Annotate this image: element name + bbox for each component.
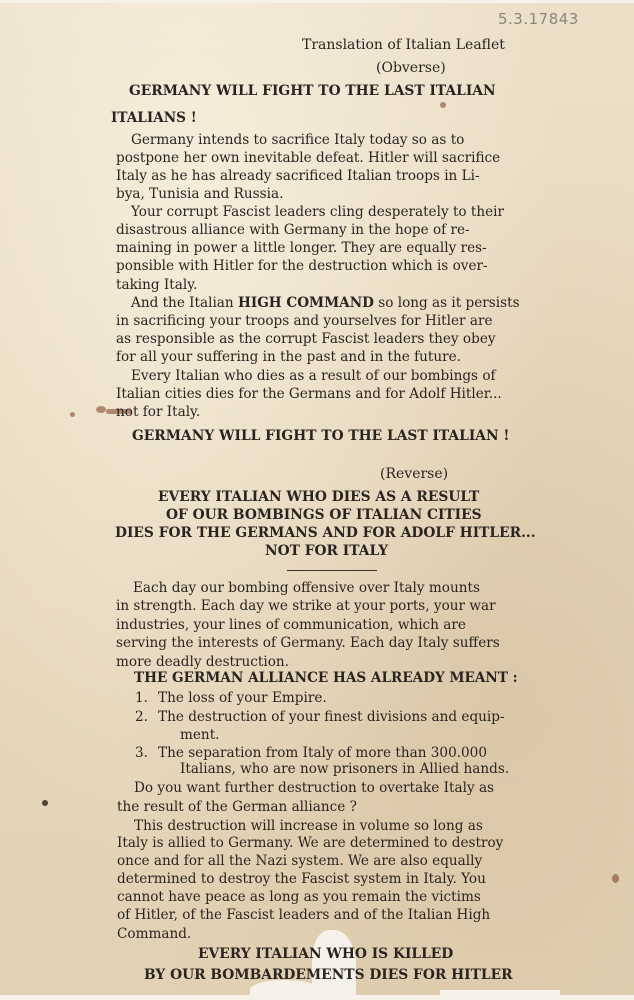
reverse-intro-line: Each day our bombing offensive over Italy mounts bbox=[133, 580, 480, 596]
obverse-line: bya, Tunisia and Russia. bbox=[116, 186, 284, 202]
list-number: 1. bbox=[135, 690, 148, 706]
list-item: Italians, who are now prisoners in Allied hands. bbox=[180, 761, 510, 777]
high-command-line bbox=[131, 295, 520, 311]
torn-edge bbox=[0, 995, 634, 1000]
reverse-headline-line: DIES FOR THE GERMANS AND FOR ADOLF HITLER... bbox=[115, 525, 536, 541]
high-command-emphasis: HIGH COMMAND bbox=[238, 295, 374, 311]
obverse-line: for all your suffering in the past and in the future. bbox=[116, 349, 461, 365]
reverse-footer-line: EVERY ITALIAN WHO IS KILLED bbox=[198, 946, 454, 962]
reverse-headline-line: NOT FOR ITALY bbox=[265, 543, 389, 559]
alliance-heading: THE GERMAN ALLIANCE HAS ALREADY MEANT : bbox=[134, 670, 518, 686]
reverse-intro-line: more deadly destruction. bbox=[116, 654, 289, 670]
document-title: Translation of Italian Leaflet bbox=[302, 37, 505, 53]
obverse-headline: GERMANY WILL FIGHT TO THE LAST ITALIAN bbox=[129, 83, 496, 99]
ink-stain bbox=[612, 874, 619, 883]
torn-edge bbox=[0, 0, 634, 3]
obverse-line: Germany intends to sacrifice Italy today so as to bbox=[131, 132, 465, 148]
reverse-headline-line: EVERY ITALIAN WHO DIES AS A RESULT bbox=[158, 489, 480, 505]
obverse-label: (Obverse) bbox=[376, 60, 446, 76]
obverse-line: ponsible with Hitler for the destruction which is over- bbox=[116, 258, 488, 274]
obverse-closing-headline: GERMANY WILL FIGHT TO THE LAST ITALIAN ! bbox=[132, 428, 510, 444]
reverse-label: (Reverse) bbox=[380, 466, 449, 482]
list-number: 3. bbox=[135, 745, 148, 761]
obverse-line: disastrous alliance with Germany in the hope of re- bbox=[116, 222, 470, 238]
obverse-line: postpone her own inevitable defeat. Hitler will sacrifice bbox=[116, 150, 501, 166]
reverse-body-line: Do you want further destruction to overtake Italy as bbox=[134, 780, 495, 796]
obverse-line: maining in power a little longer. They are equally res- bbox=[116, 240, 487, 256]
ink-stain bbox=[440, 102, 446, 108]
ink-stain bbox=[70, 412, 75, 417]
archive-reference-number: 5.3.17843 bbox=[498, 10, 579, 28]
ink-stain bbox=[42, 800, 48, 806]
high-command-line-end: so long as it persists bbox=[378, 295, 520, 311]
section-divider bbox=[287, 570, 377, 571]
list-number: 2. bbox=[135, 709, 148, 725]
obverse-line: Every Italian who dies as a result of our bombings of bbox=[131, 368, 496, 384]
obverse-line: taking Italy. bbox=[116, 277, 198, 293]
reverse-body-line: determined to destroy the Fascist system in Italy. You bbox=[117, 871, 486, 887]
obverse-line: as responsible as the corrupt Fascist leaders they obey bbox=[116, 331, 496, 347]
list-item: The destruction of your finest divisions and equip- bbox=[158, 709, 505, 725]
reverse-footer-line: BY OUR BOMBARDEMENTS DIES FOR HITLER bbox=[144, 967, 513, 983]
obverse-line: not for Italy. bbox=[116, 404, 201, 420]
list-item: ment. bbox=[180, 727, 220, 743]
high-command-line-start: And the Italian bbox=[131, 295, 234, 311]
reverse-body-line: cannot have peace as long as you remain the victims bbox=[117, 889, 481, 905]
reverse-intro-line: industries, your lines of communication, which are bbox=[116, 617, 466, 633]
obverse-line: Italian cities dies for the Germans and for Adolf Hitler... bbox=[116, 386, 502, 402]
reverse-body-line: This destruction will increase in volume so long as bbox=[134, 818, 483, 834]
list-item: The loss of your Empire. bbox=[158, 690, 327, 706]
reverse-intro-line: in strength. Each day we strike at your ports, your war bbox=[116, 598, 496, 614]
reverse-headline-line: OF OUR BOMBINGS OF ITALIAN CITIES bbox=[166, 507, 482, 523]
reverse-body-line: Italy is allied to Germany. We are determined to destroy bbox=[117, 835, 504, 851]
obverse-line: Italy as he has already sacrificed Italian troops in Li- bbox=[116, 168, 480, 184]
reverse-intro-line: serving the interests of Germany. Each day Italy suffers bbox=[116, 635, 500, 651]
obverse-line: Your corrupt Fascist leaders cling desperately to their bbox=[131, 204, 505, 220]
salutation: ITALIANS ! bbox=[111, 110, 197, 126]
list-item: The separation from Italy of more than 300.000 bbox=[158, 745, 487, 761]
reverse-body-line: Command. bbox=[117, 926, 192, 942]
reverse-body-line: once and for all the Nazi system. We are also equally bbox=[117, 853, 483, 869]
reverse-body-line: the result of the German alliance ? bbox=[117, 799, 357, 815]
reverse-body-line: of Hitler, of the Fascist leaders and of the Italian High bbox=[117, 907, 491, 923]
obverse-line: in sacrificing your troops and yourselves for Hitler are bbox=[116, 313, 493, 329]
ink-stain bbox=[96, 406, 106, 413]
